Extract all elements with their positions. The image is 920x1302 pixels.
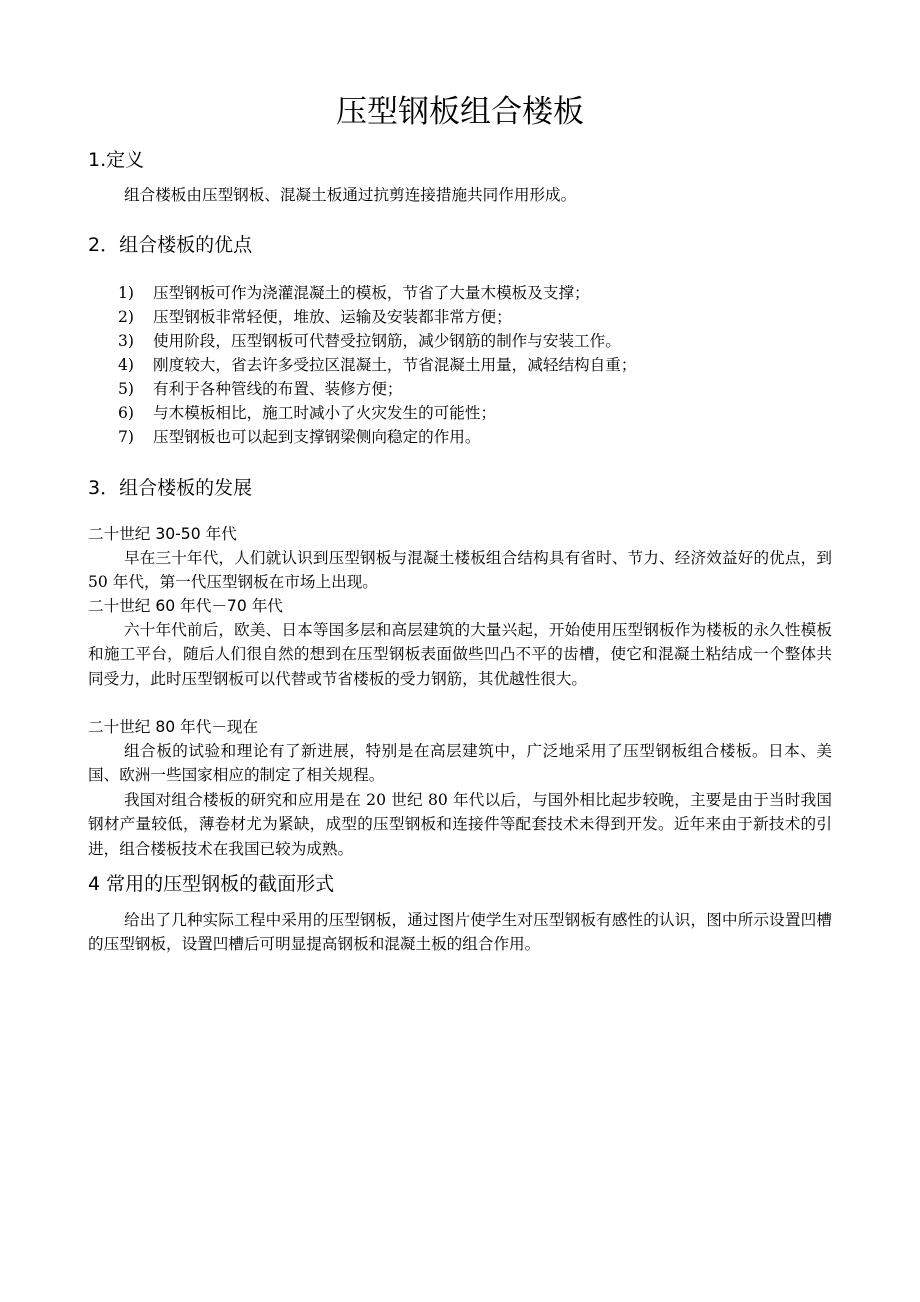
list-item-number: 6): [118, 404, 135, 422]
section-4-heading: 4 常用的压型钢板的截面形式: [88, 873, 335, 895]
era-heading-1960s: 二十世纪 60 年代－70 年代: [88, 597, 283, 615]
era-heading-1930s: 二十世纪 30-50 年代: [88, 525, 237, 543]
list-item-text: 压型钢板也可以起到支撑钢梁侧向稳定的作用。: [153, 428, 481, 446]
section-1-text: 组合楼板由压型钢板、混凝土板通过抗剪连接措施共同作用形成。: [124, 186, 577, 204]
list-item-text: 与木模板相比，施工时减小了火灾发生的可能性；: [153, 404, 497, 422]
paragraph-1960s: 六十年代前后，欧美、日本等国多层和高层建筑的大量兴起，开始使用压型钢板作为楼板的永久性模板和施工平台，随后人们很自然的想到在压型钢板表面做些凹凸不平的齿槽，使它和混凝土粘结成一个整体共同受力，此时压型钢板可以代替或节省楼板的受力钢筋，其优越性很大。: [88, 621, 832, 688]
paragraph-1980s: 组合板的试验和理论有了新进展，特别是在高层建筑中，广泛地采用了压型钢板组合楼板。日本、美国、欧洲一些国家相应的制定了相关规程。: [88, 742, 832, 785]
list-item-text: 有利于各种管线的布置、装修方便；: [153, 380, 403, 398]
list-item: [118, 329, 621, 353]
list-item-text: 压型钢板非常轻便，堆放、运输及安装都非常方便；: [153, 308, 512, 326]
list-item-number: 1): [118, 284, 135, 302]
list-item-number: 4): [118, 356, 135, 374]
list-item: [118, 401, 496, 425]
section-4-text: 给出了几种实际工程中采用的压型钢板，通过图片使学生对压型钢板有感性的认识，图中所示设置凹槽的压型钢板，设置凹槽后可明显提高钢板和混凝土板的组合作用。: [88, 911, 832, 954]
list-item-number: 5): [118, 380, 135, 398]
list-item-number: 3): [118, 332, 135, 350]
list-item-number: 7): [118, 428, 135, 446]
section-3-heading: 3．组合楼板的发展: [88, 477, 253, 499]
era-heading-1980s: 二十世纪 80 年代－现在: [88, 718, 259, 736]
list-item-text: 压型钢板可作为浇灌混凝土的模板，节省了大量木模板及支撑；: [153, 284, 590, 302]
list-item: [118, 281, 590, 305]
list-item: [118, 305, 512, 329]
section-1-heading: 1.定义: [88, 149, 145, 171]
list-item: [118, 425, 480, 449]
list-item-text: 刚度较大，省去许多受拉区混凝土，节省混凝土用量，减轻结构自重；: [153, 356, 637, 374]
list-item: [118, 353, 636, 377]
list-item-text: 使用阶段，压型钢板可代替受拉钢筋，减少钢筋的制作与安装工作。: [153, 332, 621, 350]
paragraph-china: 我国对组合楼板的研究和应用是在 20 世纪 80 年代以后，与国外相比起步较晚，主要是由于当时我国钢材产量较低，薄卷材尤为紧缺，成型的压型钢板和连接件等配套技术未得到开发。近年来由于新技术的引进，组合楼板技术在我国已较为成熟。: [88, 791, 832, 858]
section-2-heading: 2．组合楼板的优点: [88, 234, 253, 256]
paragraph-1930s: 早在三十年代，人们就认识到压型钢板与混凝土楼板组合结构具有省时、节力、经济效益好的优点，到 50 年代，第一代压型钢板在市场上出现。: [88, 549, 832, 592]
list-item-number: 2): [118, 308, 135, 326]
list-item: [118, 377, 403, 401]
document-title: 压型钢板组合楼板: [336, 94, 584, 130]
